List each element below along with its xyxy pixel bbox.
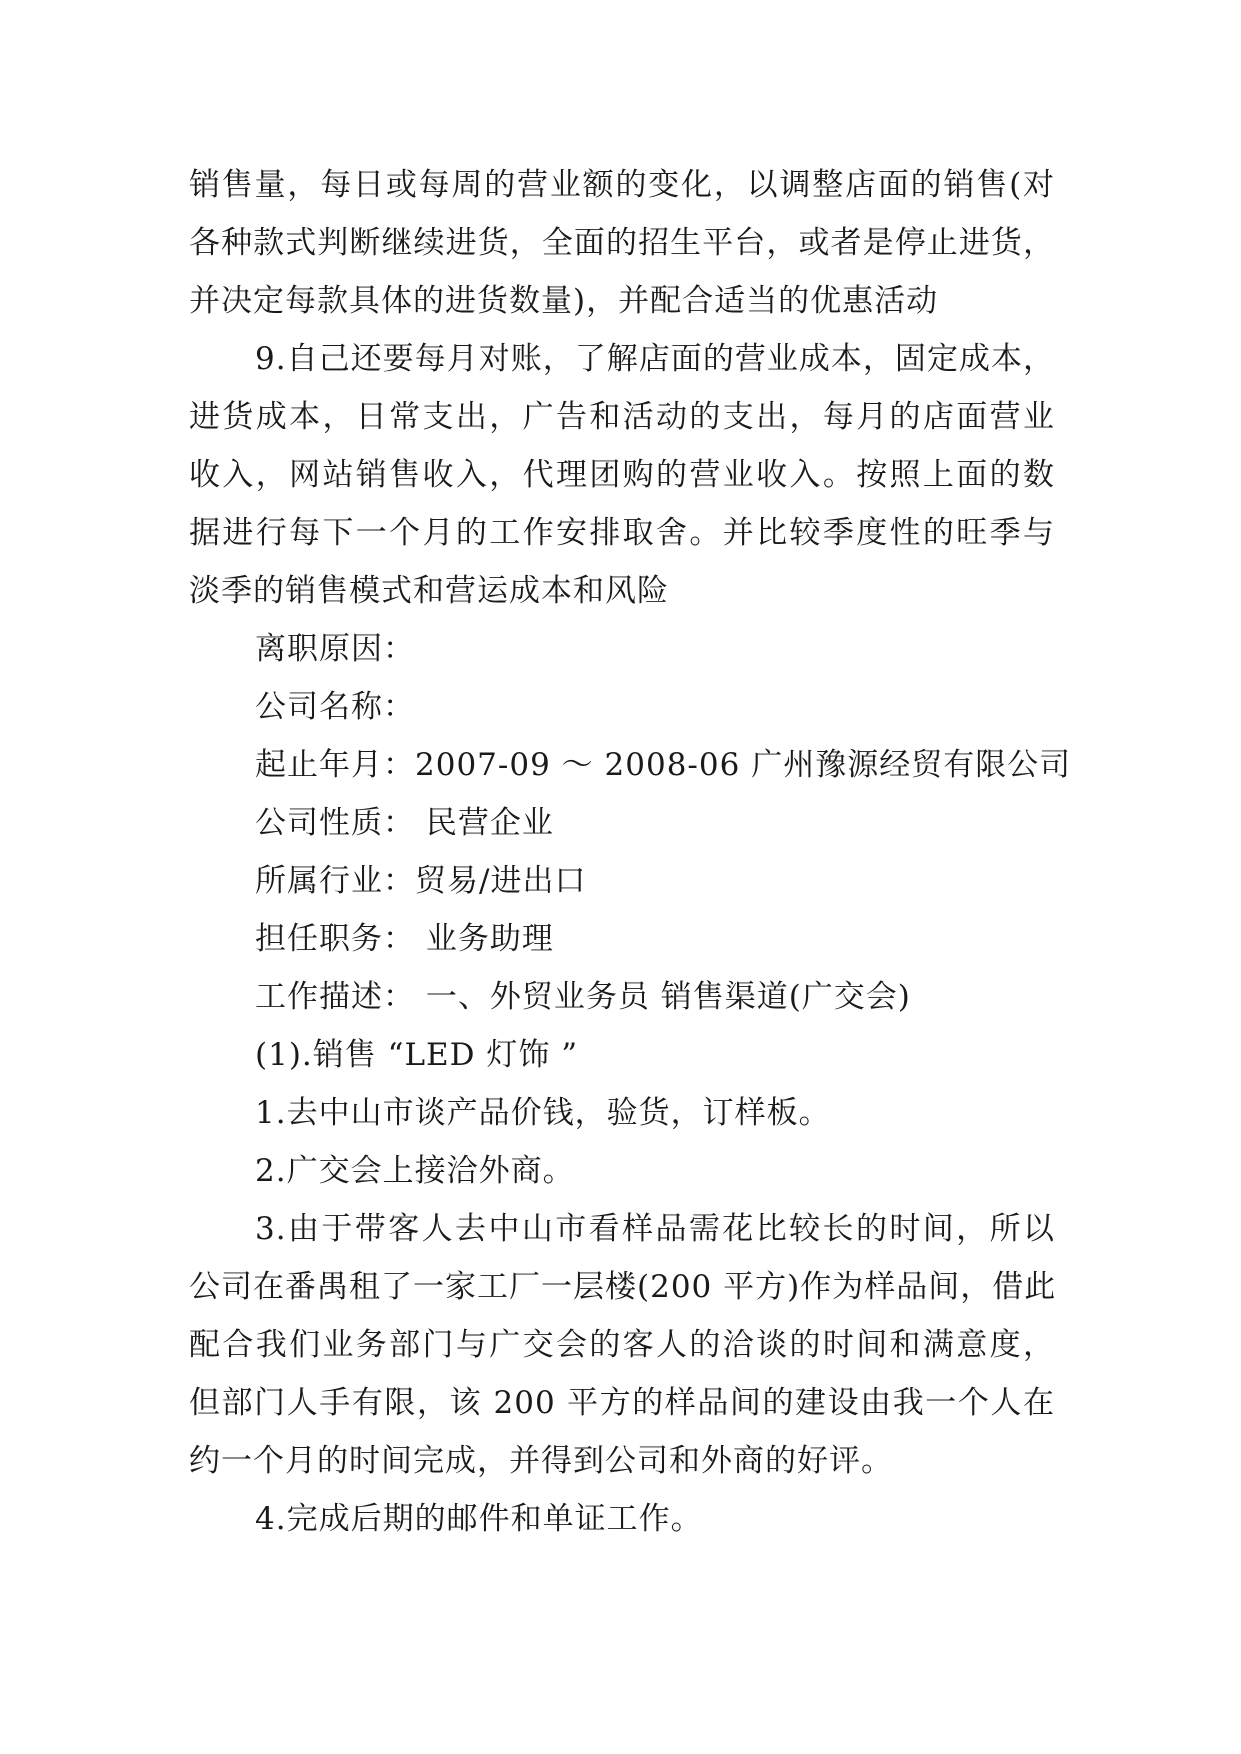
paragraph-line: 销售量，每日或每周的营业额的变化，以调整店面的销售(对 <box>189 167 1055 203</box>
paragraph-line: 约一个月的时间完成，并得到公司和外商的好评。 <box>189 1443 893 1479</box>
paragraph-line: 并决定每款具体的进货数量)，并配合适当的优惠活动 <box>189 283 939 319</box>
list-item: 2.广交会上接洽外商。 <box>255 1153 575 1189</box>
company-type: 公司性质： 民营企业 <box>255 805 554 841</box>
paragraph-line: 各种款式判断继续进货，全面的招生平台，或者是停止进货， <box>189 225 1055 261</box>
list-item: 4.完成后期的邮件和单证工作。 <box>255 1501 703 1537</box>
document-page <box>189 156 1072 1548</box>
paragraph-line: 据进行每下一个月的工作安排取舍。并比较季度性的旺季与 <box>189 515 1055 551</box>
paragraph-line: 配合我们业务部门与广交会的客人的洽谈的时间和满意度， <box>189 1327 1055 1363</box>
paragraph-line: 收入，网站销售收入，代理团购的营业收入。按照上面的数 <box>189 457 1055 493</box>
field-label: 公司名称： <box>255 689 415 725</box>
paragraph-line: 淡季的销售模式和营运成本和风险 <box>189 573 669 609</box>
position: 担任职务： 业务助理 <box>255 921 554 957</box>
paragraph-line: 进货成本，日常支出，广告和活动的支出，每月的店面营业 <box>189 399 1055 435</box>
list-item: 3.由于带客人去中山市看样品需花比较长的时间，所以 <box>255 1211 1055 1247</box>
industry: 所属行业：贸易/进出口 <box>255 863 587 899</box>
paragraph-line: 但部门人手有限，该 200 平方的样品间的建设由我一个人在 <box>189 1385 1055 1421</box>
employment-period: 起止年月：2007-09 ～ 2008-06 广州豫源经贸有限公司 <box>255 747 1072 783</box>
field-label: 离职原因： <box>255 631 415 667</box>
job-description: 工作描述： 一、外贸业务员 销售渠道(广交会) <box>255 979 911 1015</box>
list-item: 1.去中山市谈产品价钱，验货，订样板。 <box>255 1095 831 1131</box>
paragraph-line: 9.自己还要每月对账，了解店面的营业成本，固定成本， <box>255 341 1055 377</box>
paragraph-line: 公司在番禺租了一家工厂一层楼(200 平方)作为样品间，借此 <box>189 1269 1057 1305</box>
list-item: (1).销售 “LED 灯饰 ” <box>255 1037 579 1073</box>
